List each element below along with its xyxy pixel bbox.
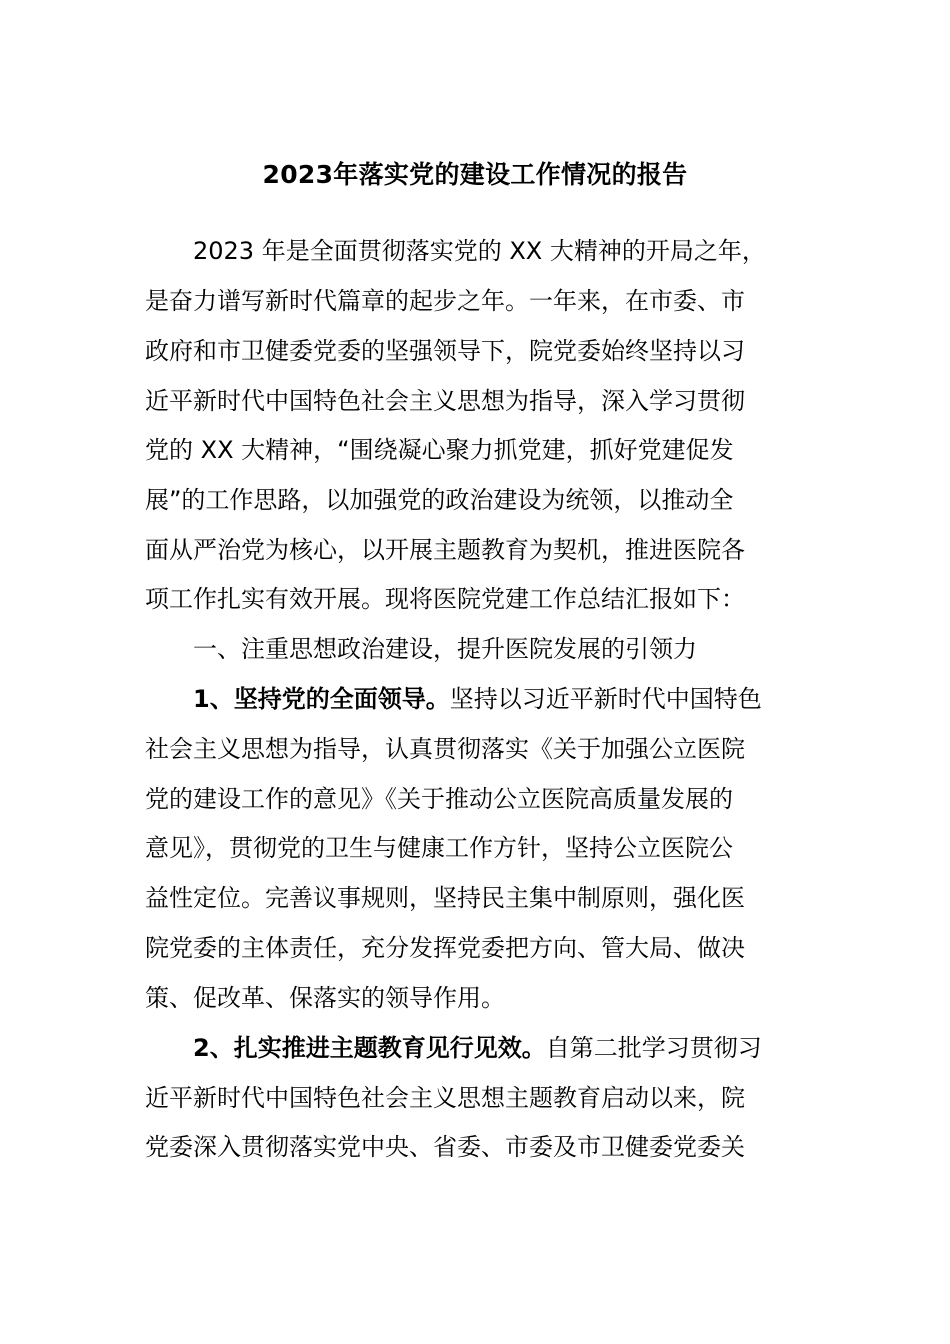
paragraph-text: 自第二批学习贯彻习	[545, 1034, 762, 1062]
paragraph-line: 近平新时代中国特色社会主义思想主题教育启动以来，院	[145, 1084, 745, 1112]
subheading-2: 2、扎实推进主题教育见行见效。	[193, 1034, 546, 1062]
paragraph-line: 策、促改革、保落实的领导作用。	[145, 984, 505, 1012]
paragraph-line: 社会主义思想为指导，认真贯彻落实《关于加强公立医院	[145, 735, 745, 763]
paragraph-line: 益性定位。完善议事规则，坚持民主集中制原则，强化医	[145, 884, 745, 912]
paragraph-line: 面从严治党为核心，以开展主题教育为契机，推进医院各	[145, 536, 745, 564]
paragraph-line	[193, 681, 762, 717]
document-title: 2023年落实党的建设工作情况的报告	[262, 160, 688, 189]
paragraph-line: 院党委的主体责任，充分发挥党委把方向、管大局、做决	[145, 934, 745, 962]
paragraph-line: 党的 XX 大精神，“围绕凝心聚力抓党建，抓好党建促发	[145, 436, 734, 464]
subheading-1: 1、坚持党的全面领导。	[193, 685, 450, 713]
paragraph-line: 党委深入贯彻落实党中央、省委、市委及市卫健委党委关	[145, 1133, 745, 1161]
paragraph-text: 坚持以习近平新时代中国特色	[449, 685, 762, 713]
paragraph-line	[193, 1030, 762, 1066]
paragraph-line: 2023 年是全面贯彻落实党的 XX 大精神的开局之年，	[193, 237, 766, 265]
section-heading: 一、注重思想政治建设，提升医院发展的引领力	[193, 635, 697, 663]
paragraph-line: 意见》，贯彻党的卫生与健康工作方针，坚持公立医院公	[145, 834, 733, 862]
paragraph-line: 展”的工作思路，以加强党的政治建设为统领，以推动全	[145, 486, 734, 514]
paragraph-line: 党的建设工作的意见》《关于推动公立医院高质量发展的	[145, 785, 733, 813]
paragraph-line: 项工作扎实有效开展。现将医院党建工作总结汇报如下：	[145, 585, 745, 613]
paragraph-line: 是奋力谱写新时代篇章的起步之年。一年来，在市委、市	[145, 287, 745, 315]
paragraph-line: 政府和市卫健委党委的坚强领导下，院党委始终坚持以习	[145, 337, 745, 365]
paragraph-line: 近平新时代中国特色社会主义思想为指导，深入学习贯彻	[145, 387, 745, 415]
